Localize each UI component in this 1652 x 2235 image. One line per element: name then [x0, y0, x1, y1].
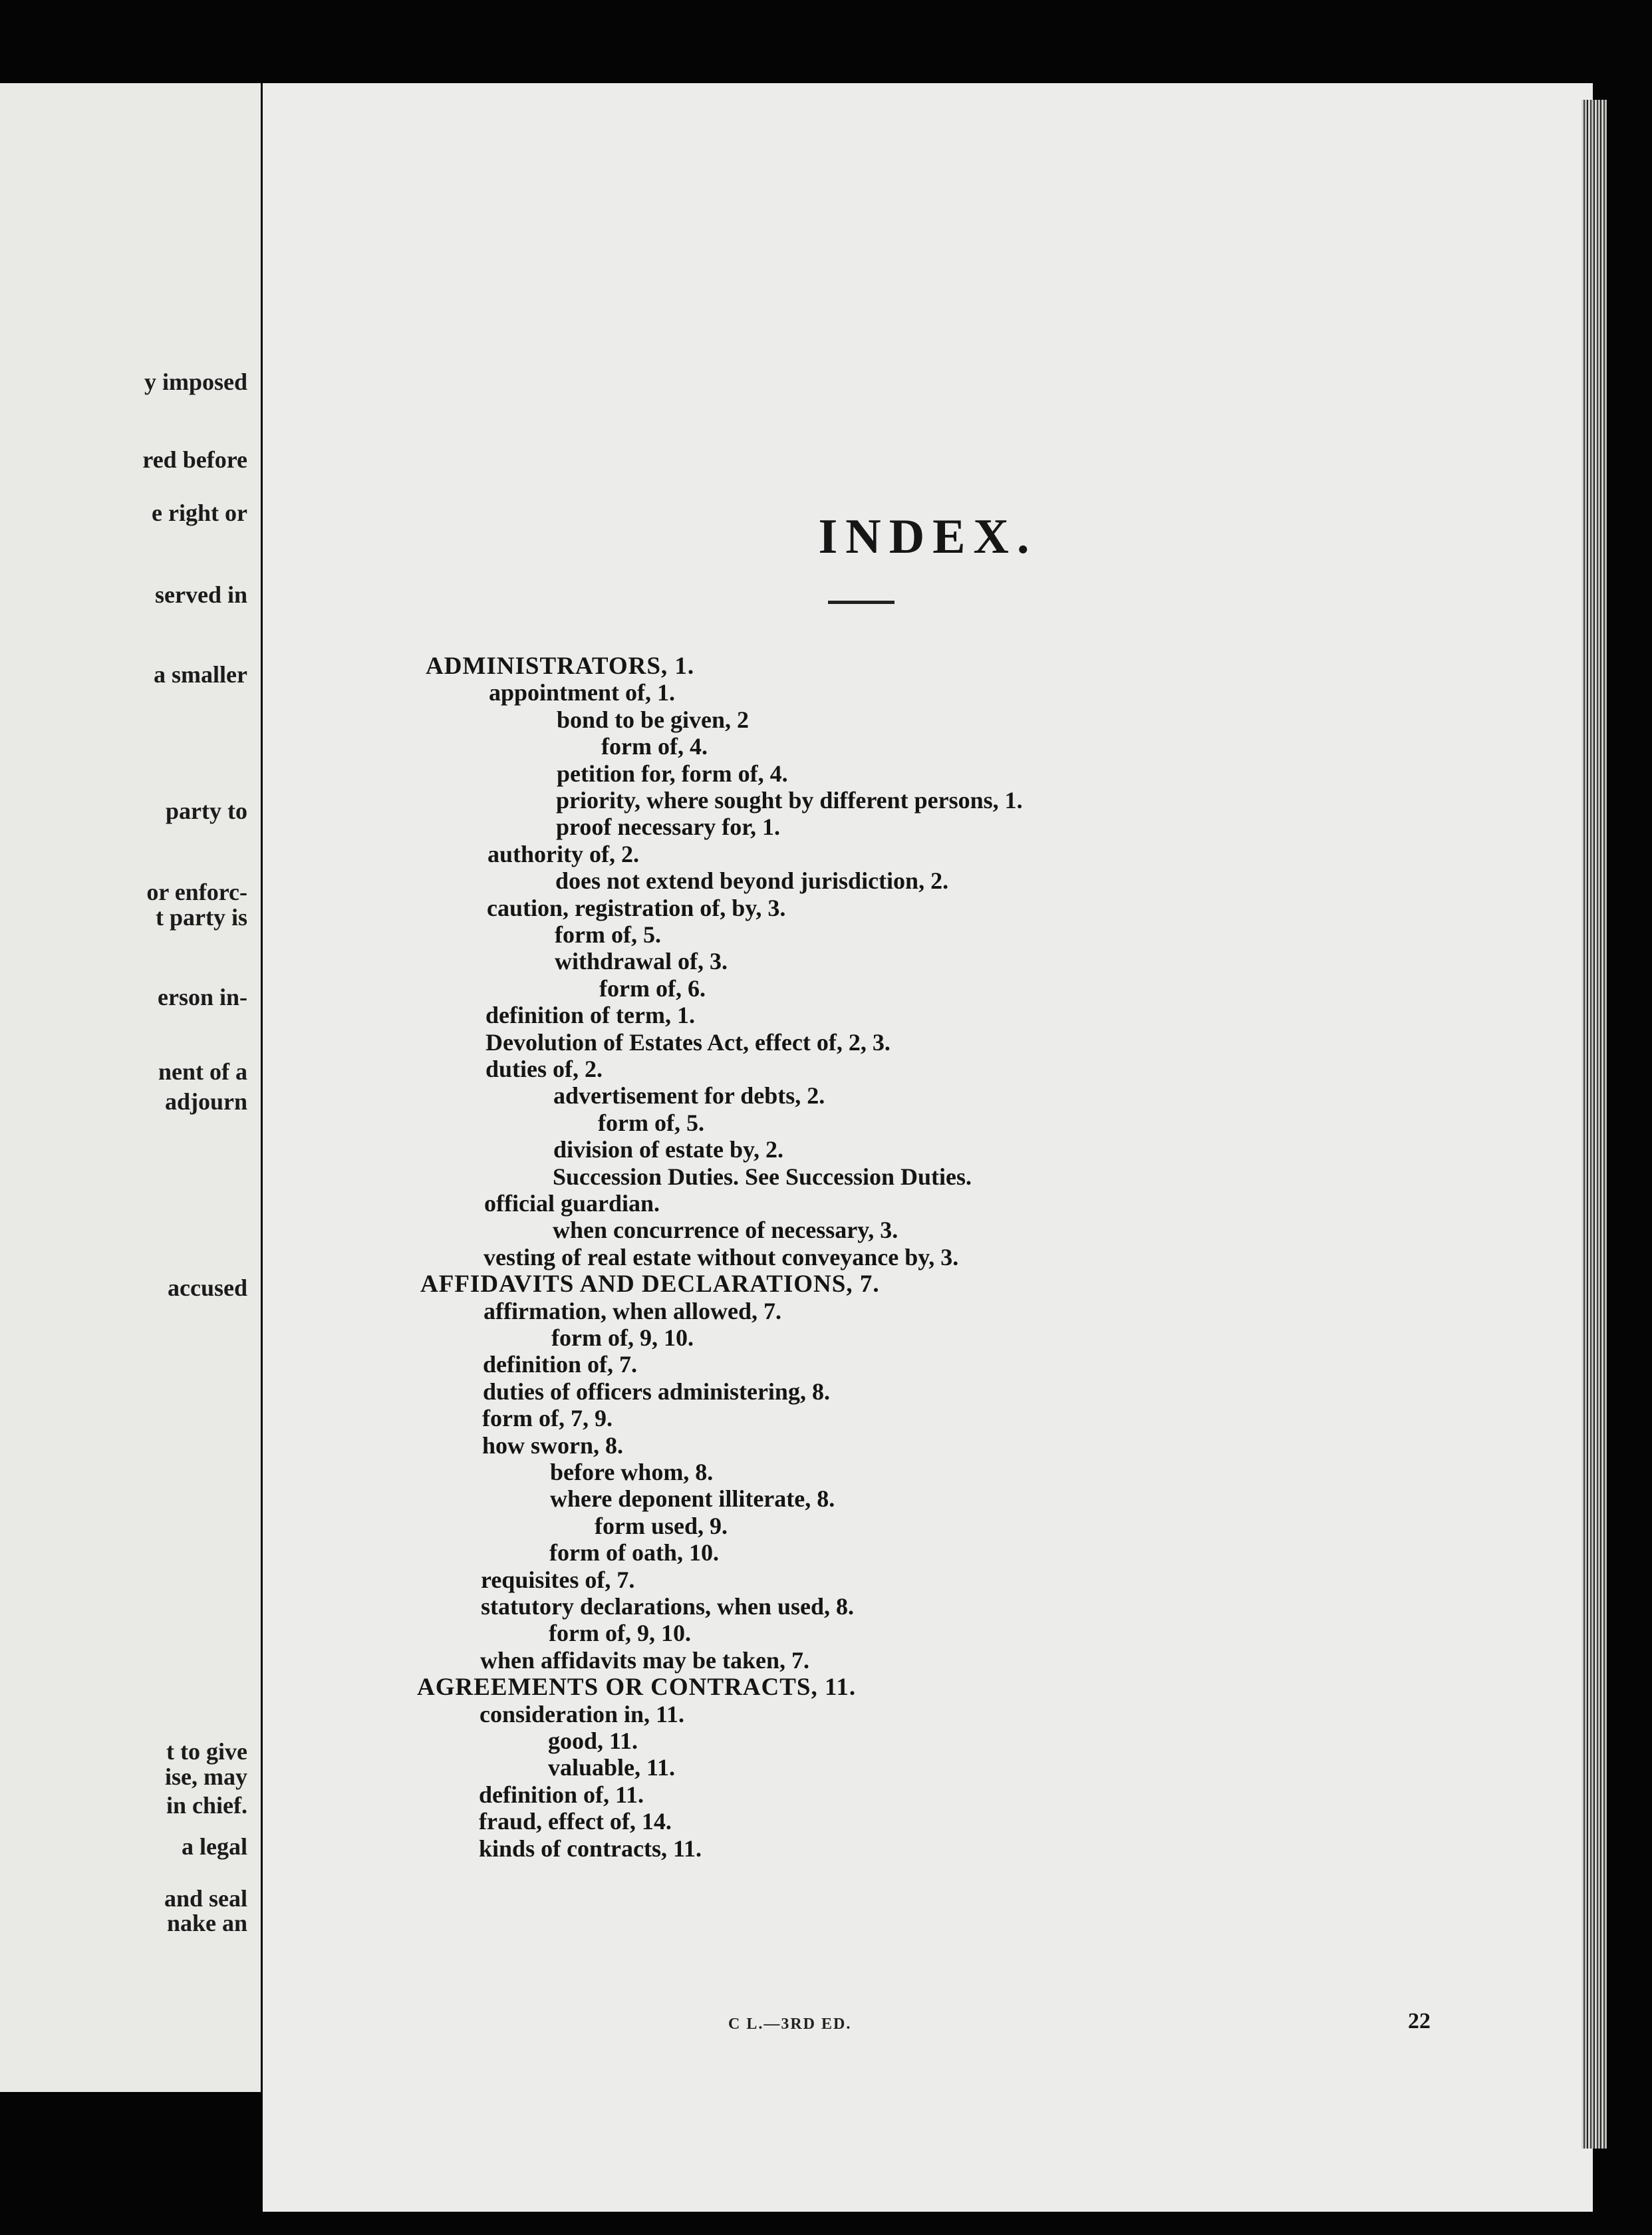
- index-entry: requisites of, 7.: [481, 1566, 635, 1593]
- index-entry: form of oath, 10.: [549, 1539, 719, 1566]
- left-page-line: a legal: [182, 1833, 247, 1860]
- index-heading: AGREEMENTS OR CONTRACTS, 11.: [417, 1674, 857, 1701]
- index-entry: kinds of contracts, 11.: [479, 1835, 702, 1862]
- left-page-line: t to give: [166, 1738, 247, 1765]
- index-entry: affirmation, when allowed, 7.: [483, 1298, 781, 1324]
- index-entry: fraud, effect of, 14.: [479, 1808, 672, 1835]
- index-entry: caution, registration of, by, 3.: [487, 895, 786, 921]
- left-page-line: served in: [155, 581, 247, 608]
- index-entry: form of, 6.: [599, 975, 706, 1002]
- left-page-fragment: [0, 83, 261, 2092]
- index-entry: petition for, form of, 4.: [557, 760, 788, 787]
- left-page-line: accused: [168, 1274, 247, 1301]
- index-entry: Succession Duties. See Succession Duties.: [553, 1163, 972, 1190]
- index-entry: form of, 5.: [598, 1110, 704, 1136]
- index-entry: priority, where sought by different persons, 1.: [556, 787, 1023, 814]
- left-page-line: a smaller: [154, 661, 247, 688]
- index-entry: vesting of real estate without conveyance by, 3.: [483, 1244, 959, 1270]
- index-entry: authority of, 2.: [487, 841, 639, 867]
- left-page-line: y imposed: [144, 369, 247, 395]
- index-heading: ADMINISTRATORS, 1.: [426, 653, 695, 680]
- footer-signature: C L.—3RD ED.: [728, 2015, 852, 2033]
- index-entry: valuable, 11.: [548, 1754, 676, 1781]
- index-entry: where deponent illiterate, 8.: [550, 1485, 835, 1512]
- left-page-line: ise, may: [165, 1763, 247, 1790]
- index-entry: good, 11.: [548, 1727, 638, 1754]
- index-entry: withdrawal of, 3.: [555, 948, 728, 974]
- index-heading: AFFIDAVITS AND DECLARATIONS, 7.: [420, 1270, 880, 1298]
- left-page-line: nent of a: [158, 1058, 247, 1085]
- index-entry: form of, 7, 9.: [482, 1405, 613, 1431]
- left-page-line: e right or: [152, 500, 247, 526]
- index-entry: before whom, 8.: [550, 1459, 714, 1485]
- index-entry: how sworn, 8.: [482, 1432, 624, 1459]
- index-page: [263, 83, 1593, 2212]
- left-page-line: and seal: [164, 1885, 247, 1912]
- page-edge: [1582, 100, 1607, 2149]
- left-page-line: in chief.: [166, 1792, 247, 1819]
- index-entry: form used, 9.: [595, 1513, 728, 1539]
- index-entry: form of, 4.: [601, 733, 708, 760]
- index-entry: when concurrence of necessary, 3.: [553, 1217, 898, 1243]
- index-entry: division of estate by, 2.: [553, 1136, 784, 1163]
- index-entry: advertisement for debts, 2.: [553, 1082, 825, 1109]
- left-page-line: t party is: [156, 904, 247, 931]
- left-page-line: or enforc-: [146, 879, 247, 905]
- index-entry: form of, 9, 10.: [551, 1324, 694, 1351]
- index-entry: form of, 9, 10.: [549, 1620, 691, 1646]
- index-entry: when affidavits may be taken, 7.: [480, 1647, 810, 1674]
- index-entry: duties of, 2.: [485, 1056, 603, 1082]
- index-entry: definition of, 11.: [479, 1781, 644, 1808]
- left-page-line: erson in-: [158, 984, 247, 1010]
- index-entry: appointment of, 1.: [489, 679, 676, 706]
- index-entry: consideration in, 11.: [480, 1701, 685, 1727]
- index-entry: form of, 5.: [555, 921, 661, 948]
- left-page-line: red before: [142, 446, 247, 473]
- index-entry: statutory declarations, when used, 8.: [481, 1593, 855, 1620]
- left-page-line: nake an: [166, 1910, 247, 1936]
- index-entry: does not extend beyond jurisdiction, 2.: [555, 867, 949, 894]
- index-entry: proof necessary for, 1.: [556, 814, 780, 840]
- title-rule: [828, 601, 895, 604]
- left-page-line: adjourn: [164, 1088, 247, 1115]
- index-entry: definition of, 7.: [483, 1351, 638, 1378]
- index-entry: Devolution of Estates Act, effect of, 2, 3.: [485, 1029, 891, 1056]
- page-number: 22: [1408, 2009, 1431, 2033]
- index-entry: bond to be given, 2: [557, 706, 750, 733]
- page-title: INDEX.: [818, 510, 1037, 564]
- index-entry: duties of officers administering, 8.: [483, 1378, 830, 1405]
- left-page-line: party to: [166, 798, 247, 824]
- index-entry: definition of term, 1.: [485, 1002, 695, 1028]
- index-entry: official guardian.: [484, 1190, 660, 1217]
